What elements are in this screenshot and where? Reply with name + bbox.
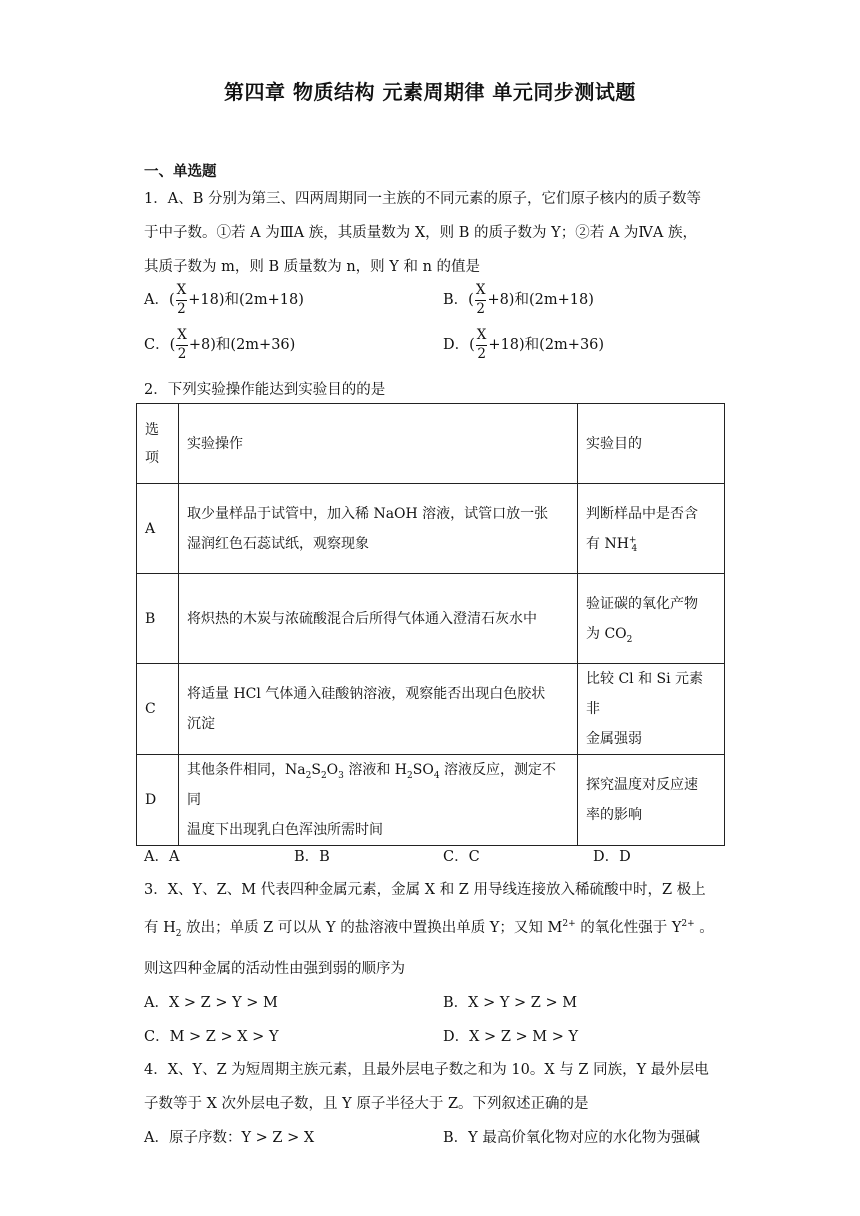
q2-option-a[interactable]: A．A xyxy=(144,849,180,865)
header-option: 选 项 xyxy=(137,404,179,484)
table-header-row xyxy=(137,404,725,484)
q1-option-c[interactable]: C．( $\frac{X}{2}$ +8)和(2m+36) xyxy=(144,327,296,362)
q2-option-c[interactable]: C．C xyxy=(443,849,480,865)
row-operation: 其他条件相同，$Na_2S_2O_3$ 溶液和 $H_2SO_4$ 溶液反应，测定不同 温度下出现乳白色浑浊所需时间 xyxy=(179,755,578,846)
row-goal: 探究温度对反应速 率的影响 xyxy=(578,755,725,846)
q1-line-1: 1．A、B 分别为第三、四两周期同一主族的不同元素的原子，它们原子核内的质子数等 xyxy=(144,191,701,207)
q1-line-3: 其质子数为 m，则 B 质量数为 n，则 Y 和 n 的值是 xyxy=(144,259,481,275)
row-option: C xyxy=(137,664,179,755)
q2-stem: 2．下列实验操作能达到实验目的的是 xyxy=(144,382,386,398)
q3-option-a[interactable]: A．X > Z > Y > M xyxy=(144,995,278,1011)
q4-option-a[interactable]: A．原子序数：Y > Z > X xyxy=(144,1130,315,1146)
fraction: $\frac{X}{2}$ xyxy=(176,282,187,317)
q2-option-d[interactable]: D．D xyxy=(593,849,631,865)
q3-line-3: 则这四种金属的活动性由强到弱的顺序为 xyxy=(144,961,405,977)
q3-option-c[interactable]: C．M > Z > X > Y xyxy=(144,1029,279,1045)
section-heading: 一、单选题 xyxy=(144,163,217,180)
table-row xyxy=(137,484,725,574)
fraction: $\frac{X}{2}$ xyxy=(476,327,487,362)
q4-line-1: 4．X、Y、Z 为短周期主族元素，且最外层电子数之和为 10。X 与 Z 同族，Y 最外层电 xyxy=(144,1062,709,1078)
row-goal: 验证碳的氧化产物 为 $CO_2$ xyxy=(578,574,725,664)
row-option: D xyxy=(137,755,179,846)
q3-option-d[interactable]: D．X > Z > M > Y xyxy=(443,1029,579,1045)
q1-option-d[interactable]: D．( $\frac{X}{2}$ +18)和(2m+36) xyxy=(443,327,605,362)
fraction: $\frac{X}{2}$ xyxy=(475,282,486,317)
table-row xyxy=(137,574,725,664)
q2-table xyxy=(136,403,725,846)
q3-line-2: 有 $H_2$ 放出；单质 Z 可以从 Y 的盐溶液中置换出单质 Y；又知 $M^{2+}$ 的氧化性强于 $Y^{2+}$ 。 xyxy=(144,919,714,939)
q4-line-2: 子数等于 X 次外层电子数，且 Y 原子半径大于 Z。下列叙述正确的是 xyxy=(144,1096,589,1112)
row-goal: 比较 Cl 和 Si 元素非 金属强弱 xyxy=(578,664,725,755)
q3-option-b[interactable]: B．X > Y > Z > M xyxy=(443,995,578,1011)
page-title: 第四章 物质结构 元素周期律 单元同步测试题 xyxy=(224,80,636,104)
q1-line-2: 于中子数。①若 A 为ⅢA 族，其质量数为 X，则 B 的质子数为 Y；②若 A 为ⅣA 族， xyxy=(144,225,697,241)
header-operation: 实验操作 xyxy=(179,404,578,484)
q2-option-b[interactable]: B．B xyxy=(294,849,330,865)
row-option: A xyxy=(137,484,179,574)
q4-option-b[interactable]: B．Y 最高价氧化物对应的水化物为强碱 xyxy=(443,1130,700,1146)
row-option: B xyxy=(137,574,179,664)
table-row xyxy=(137,664,725,755)
q3-line-1: 3．X、Y、Z、M 代表四种金属元素，金属 X 和 Z 用导线连接放入稀硫酸中时，Z 极上 xyxy=(144,882,706,898)
header-goal: 实验目的 xyxy=(578,404,725,484)
fraction: $\frac{X}{2}$ xyxy=(177,327,187,362)
row-operation: 将适量 HCl 气体通入硅酸钠溶液，观察能否出现白色胶状 沉淀 xyxy=(179,664,578,755)
q1-option-b[interactable]: B．( $\frac{X}{2}$ +8)和(2m+18) xyxy=(443,282,594,317)
row-operation: 取少量样品于试管中，加入稀 NaOH 溶液，试管口放一张 湿润红色石蕊试纸，观察现象 xyxy=(179,484,578,574)
row-operation: 将炽热的木炭与浓硫酸混合后所得气体通入澄清石灰水中 xyxy=(179,574,578,664)
row-goal: 判断样品中是否含 有 $NH^+_4$ xyxy=(578,484,725,574)
table-row xyxy=(137,755,725,846)
q1-option-a[interactable]: A．( $\frac{X}{2}$ +18)和(2m+18) xyxy=(144,282,304,317)
